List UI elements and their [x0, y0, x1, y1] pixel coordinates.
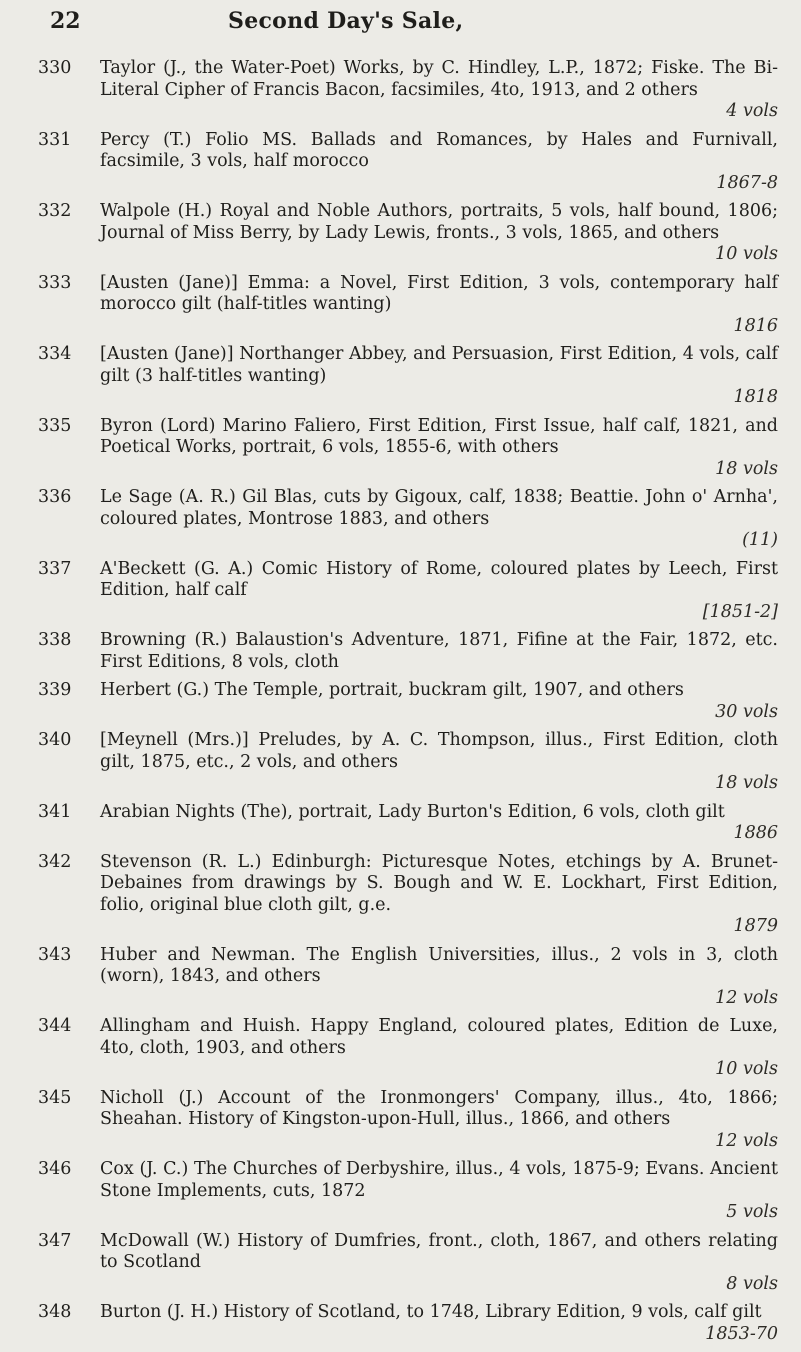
lot-description: Stevenson (R. L.) Edinburgh: Picturesque Notes, etchings by A. Brunet-Debaines from drawings by S. Bough and W. E. Lockhart, First Edition, folio, original blue cloth gilt, g.e.: [100, 851, 778, 915]
lot-annotation: 12 vols: [715, 1130, 778, 1151]
lot-annotation: 1816: [733, 315, 778, 336]
lot-description: [Austen (Jane)] Northanger Abbey, and Persuasion, First Edition, 4 vols, calf gilt (3 half-titles wanting): [100, 344, 778, 386]
lot-annotation: [1851-2]: [702, 601, 778, 622]
lot-description: Browning (R.) Balaustion's Adventure, 1871, Fifine at the Fair, 1872, etc. First Editions, 8 vols, cloth: [100, 630, 778, 672]
lot-number: 337: [38, 558, 72, 579]
lot-number: 341: [38, 801, 72, 822]
lot-number: 335: [38, 415, 72, 436]
lot-annotation: 18 vols: [715, 773, 778, 793]
lot-annotation: 1867-8: [716, 172, 778, 193]
lot-annotation: 1853-70: [705, 1323, 778, 1344]
lot-description: Nicholl (J.) Account of the Ironmongers' Company, illus., 4to, 1866; Sheahan. History of Kingston-upon-Hull, illus., 1866, and others: [100, 1087, 778, 1129]
lot-entry: [38, 58, 778, 123]
lot-description: Percy (T.) Folio MS. Ballads and Romances, by Hales and Furnivall, facsimile, 3 vols, half morocco: [100, 129, 778, 171]
lot-annotation: 30 vols: [715, 701, 778, 722]
lot-number: 333: [38, 272, 72, 293]
lot-number: 342: [38, 851, 72, 872]
lot-annotation: 4 vols: [726, 101, 778, 121]
page-header: [50, 8, 750, 38]
lot-number: 336: [38, 487, 72, 507]
lot-description: Byron (Lord) Marino Faliero, First Edition, First Issue, half calf, 1821, and Poetical Works, portrait, 6 vols, 1855-6, with others: [100, 415, 778, 457]
lot-description: [Meynell (Mrs.)] Preludes, by A. C. Thompson, illus., First Edition, cloth gilt, 1875, etc., 2 vols, and others: [100, 730, 778, 772]
lot-entry: [38, 1231, 778, 1296]
lot-number: 346: [38, 1159, 72, 1179]
lot-list: [38, 58, 778, 1352]
lot-description: Cox (J. C.) The Churches of Derbyshire, illus., 4 vols, 1875-9; Evans. Ancient Stone Implements, cuts, 1872: [100, 1159, 778, 1201]
lot-entry: [38, 802, 778, 845]
lot-description: Huber and Newman. The English Universities, illus., 2 vols in 3, cloth (worn), 1843, and others: [100, 944, 778, 986]
lot-entry: [38, 630, 778, 673]
lot-description: Herbert (G.) The Temple, portrait, buckram gilt, 1907, and others: [100, 680, 684, 700]
lot-annotation: 5 vols: [726, 1202, 778, 1222]
lot-annotation: 10 vols: [715, 244, 778, 264]
lot-description: Arabian Nights (The), portrait, Lady Burton's Edition, 6 vols, cloth gilt: [100, 801, 725, 822]
lot-description: Walpole (H.) Royal and Noble Authors, portraits, 5 vols, half bound, 1806; Journal of Miss Berry, by Lady Lewis, fronts., 3 vols, 1865, and others: [100, 201, 778, 243]
lot-number: 330: [38, 58, 72, 78]
lot-number: 347: [38, 1230, 72, 1251]
lot-entry: [38, 416, 778, 481]
lot-number: 331: [38, 129, 72, 150]
lot-entry: [38, 945, 778, 1010]
page-number: 22: [50, 8, 81, 34]
lot-entry: [38, 273, 778, 338]
lot-description: [Austen (Jane)] Emma: a Novel, First Edition, 3 vols, contemporary half morocco gilt (half-titles wanting): [100, 272, 778, 314]
lot-entry: [38, 1159, 778, 1224]
lot-annotation: 12 vols: [715, 987, 778, 1008]
lot-number: 339: [38, 680, 72, 700]
running-title: Second Day's Sale,: [228, 8, 464, 34]
lot-annotation: 1879: [733, 916, 778, 936]
lot-entry: [38, 680, 778, 723]
lot-number: 343: [38, 944, 72, 965]
lot-entry: [38, 1016, 778, 1081]
lot-number: 338: [38, 630, 72, 650]
lot-number: 344: [38, 1016, 72, 1036]
lot-annotation: 10 vols: [715, 1059, 778, 1079]
lot-number: 334: [38, 344, 72, 364]
lot-number: 340: [38, 730, 72, 750]
lot-entry: [38, 201, 778, 266]
lot-annotation: 1886: [733, 823, 778, 843]
lot-annotation: 1818: [733, 387, 778, 407]
lot-description: Taylor (J., the Water-Poet) Works, by C. Hindley, L.P., 1872; Fiske. The Bi-Literal Cipher of Francis Bacon, facsimiles, 4to, 1913, and 2 others: [100, 58, 778, 100]
lot-annotation: 18 vols: [715, 458, 778, 479]
lot-entry: [38, 487, 778, 552]
lot-entry: [38, 1088, 778, 1153]
lot-entry: [38, 559, 778, 624]
lot-annotation: (11): [742, 530, 778, 550]
lot-entry: [38, 1302, 778, 1345]
lot-description: McDowall (W.) History of Dumfries, front., cloth, 1867, and others relating to Scotland: [100, 1230, 778, 1272]
lot-number: 348: [38, 1302, 72, 1322]
lot-description: Le Sage (A. R.) Gil Blas, cuts by Gigoux, calf, 1838; Beattie. John o' Arnha', coloured plates, Montrose 1883, and others: [100, 487, 778, 529]
lot-description: A'Beckett (G. A.) Comic History of Rome, coloured plates by Leech, First Edition, half calf: [100, 558, 778, 600]
lot-number: 345: [38, 1087, 72, 1108]
lot-description: Allingham and Huish. Happy England, coloured plates, Edition de Luxe, 4to, cloth, 1903, and others: [100, 1016, 778, 1058]
lot-number: 332: [38, 201, 72, 221]
lot-entry: [38, 852, 778, 938]
lot-entry: [38, 344, 778, 409]
lot-entry: [38, 130, 778, 195]
lot-entry: [38, 730, 778, 795]
lot-annotation: 8 vols: [726, 1273, 778, 1294]
lot-description: Burton (J. H.) History of Scotland, to 1748, Library Edition, 9 vols, calf gilt: [100, 1302, 762, 1322]
